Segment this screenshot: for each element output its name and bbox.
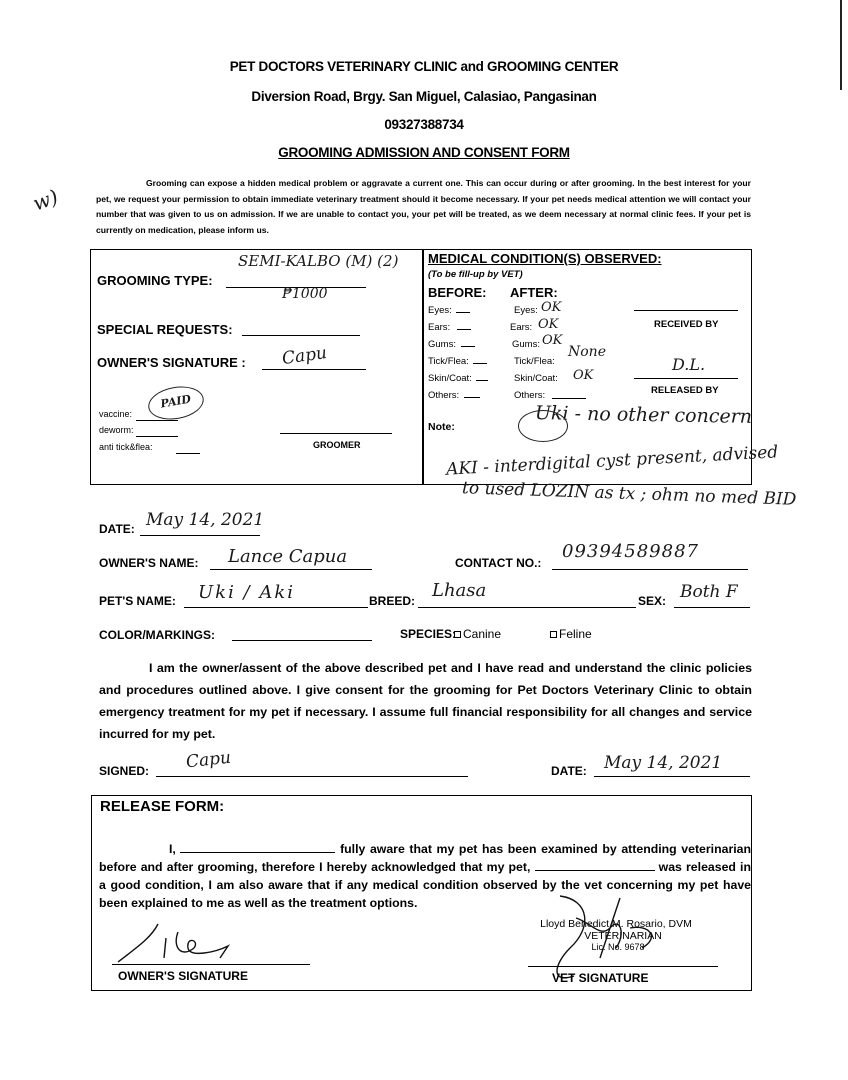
after-ears-label: Ears: [510, 322, 533, 333]
vet-stamp-name: Lloyd Benedict M. Rosario, DVM [540, 918, 692, 930]
vet-stamp-title: VETERINARIAN [584, 930, 662, 942]
before-tick-flea-label: Tick/Flea: [428, 356, 469, 367]
sex-value: Both F [680, 582, 738, 602]
anti-tick-label: anti tick&flea: [99, 442, 153, 452]
signed-label: SIGNED: [99, 764, 150, 778]
after-gums-label: Gums: [512, 339, 540, 350]
contact-field[interactable] [552, 569, 748, 570]
consent-date-value: May 14, 2021 [604, 753, 723, 773]
date-field[interactable] [140, 535, 260, 536]
sex-label: SEX: [638, 594, 667, 608]
after-label: AFTER: [510, 285, 558, 300]
note-line-3: to used LOZIN as tx ; ohm no med BID [461, 478, 797, 510]
before-others-field[interactable] [464, 390, 480, 398]
groomer-label: GROOMER [313, 440, 361, 450]
breed-field[interactable] [418, 607, 636, 608]
received-by-line [634, 310, 738, 311]
vaccine-field[interactable] [136, 420, 178, 421]
after-skin-coat-value: OK [573, 368, 594, 383]
grooming-type-label: GROOMING TYPE: [97, 273, 213, 288]
after-ears-value: OK [538, 317, 559, 332]
release-owner-signature-scribble [116, 918, 256, 964]
medical-condition-title: MEDICAL CONDITION(S) OBSERVED: [428, 251, 662, 266]
consent-date-field[interactable] [594, 776, 750, 777]
vaccine-label: vaccine: [99, 409, 133, 419]
release-owner-signature-label: OWNER'S SIGNATURE [118, 969, 248, 983]
before-skin-coat-field[interactable] [476, 373, 488, 381]
species-canine-option[interactable]: Canine [454, 627, 501, 641]
signed-value: Capu [185, 747, 232, 773]
release-owner-signature-line [112, 964, 310, 965]
release-form-title: RELEASE FORM: [100, 798, 225, 815]
note-label: Note: [428, 421, 455, 433]
before-tick-flea-field[interactable] [473, 356, 487, 364]
before-eyes-field[interactable] [456, 305, 470, 313]
contact-value: 09394589887 [562, 541, 699, 562]
consent-date-label: DATE: [551, 764, 587, 778]
anti-tick-field[interactable] [176, 453, 200, 454]
scan-edge-line [840, 0, 842, 90]
note-line-2: AKI - interdigital cyst present, advised [445, 442, 779, 480]
owner-signature-value: Capu [280, 342, 329, 370]
exam-row-skin-coat [428, 368, 628, 387]
color-field[interactable] [232, 640, 372, 641]
breed-label: BREED: [369, 594, 416, 608]
species-canine-checkbox[interactable] [454, 631, 461, 638]
vet-stamp-license: Lic. No. 9678 [591, 942, 645, 952]
clinic-phone: 09327388734 [384, 117, 464, 132]
intro-paragraph: Grooming can expose a hidden medical problem or aggravate a current one. This can occur during or after grooming. In the best interest for your pet, we request your permission to obtain immediate veterinary treatment should it become necessary. If your pet needs medical attention we will contact your number that was given to us on admission. If we are unable to contact you, your pet will be treated, as we deem necessary at normal clinic fees. If your pet is currently on medication, please inform us. [96, 178, 751, 235]
owner-signature-field[interactable] [262, 369, 366, 370]
exam-row-others [428, 390, 628, 404]
sex-field[interactable] [674, 607, 750, 608]
species-feline-checkbox[interactable] [550, 631, 557, 638]
release-pet-name-field[interactable] [535, 861, 655, 871]
released-by-label: RELEASED BY [651, 385, 719, 396]
after-others-field[interactable] [552, 390, 586, 399]
exam-row-eyes [428, 300, 628, 319]
form-title: GROOMING ADMISSION AND CONSENT FORM [278, 145, 570, 160]
owner-name-value: Lance Capua [228, 546, 348, 567]
after-tick-flea-label: Tick/Flea: [514, 356, 555, 367]
release-paragraph: I, fully aware that my pet has been examined by attending veterinarian before and after grooming, therefore I hereby acknowledged that my pet, was released in a good condition, I am also aware that if any medical condition observed by the vet concerning my pet have been explained to me as well as the treatment options. [99, 842, 751, 910]
clinic-name: PET DOCTORS VETERINARY CLINIC and GROOMING CENTER [229, 59, 619, 74]
deworm-label: deworm: [99, 425, 134, 435]
released-by-line [634, 378, 738, 379]
note-circle-mark [518, 410, 568, 442]
note-line-1: Uki - no other concern [534, 402, 753, 428]
before-ears-field[interactable] [457, 322, 471, 330]
date-value: May 14, 2021 [146, 510, 265, 530]
clinic-address: Diversion Road, Brgy. San Miguel, Calasiao, Pangasinan [251, 89, 597, 104]
after-others-label: Others: [514, 390, 546, 401]
margin-note: w) [29, 184, 62, 216]
pet-name-value: Uki / Aki [198, 582, 296, 603]
before-skin-coat-label: Skin/Coat: [428, 373, 472, 384]
vet-signature-scribble [530, 888, 680, 984]
before-gums-label: Gums: [428, 339, 456, 350]
signed-field[interactable] [156, 776, 468, 777]
after-tick-flea-value: None [568, 344, 606, 360]
date-label: DATE: [99, 522, 135, 536]
before-label: BEFORE: [428, 285, 487, 300]
owner-name-field[interactable] [210, 569, 372, 570]
contact-label: CONTACT NO.: [455, 556, 542, 570]
species-label: SPECIES: [400, 627, 457, 641]
grooming-price: ₱1000 [282, 286, 328, 302]
paid-stamp: PAID [146, 382, 207, 423]
breed-value: Lhasa [432, 580, 487, 601]
before-others-label: Others: [428, 390, 460, 401]
before-eyes-label: Eyes: [428, 305, 452, 316]
before-ears-label: Ears: [428, 322, 451, 333]
owner-signature-label: OWNER'S SIGNATURE : [97, 355, 246, 370]
grooming-type-value: SEMI-KALBO (M) (2) [238, 252, 399, 270]
vet-signature-label: VET SIGNATURE [552, 971, 649, 985]
color-label: COLOR/MARKINGS: [99, 628, 215, 642]
exam-row-ears [428, 317, 628, 336]
after-eyes-label: Eyes: [514, 305, 538, 316]
after-eyes-value: OK [541, 300, 562, 315]
vet-signature-line [528, 966, 718, 967]
pet-name-label: PET'S NAME: [99, 594, 176, 608]
species-feline-option[interactable]: Feline [550, 627, 592, 641]
special-requests-label: SPECIAL REQUESTS: [97, 322, 233, 337]
release-owner-name-field[interactable] [180, 843, 335, 853]
after-skin-coat-label: Skin/Coat: [514, 373, 558, 384]
consent-paragraph: I am the owner/assent of the above described pet and I have read and understand the clinic policies and procedures outlined above. I give consent for the grooming for Pet Doctors Veterinary Clinic to obtain emergency treatment for my pet if necessary. I assume full financial responsibility for all changes and service incurred for my pet. [99, 661, 752, 741]
groomer-signature-line [280, 433, 392, 434]
owner-name-label: OWNER'S NAME: [99, 556, 199, 570]
after-gums-value: OK [542, 333, 563, 348]
special-requests-field[interactable] [242, 335, 360, 336]
deworm-field[interactable] [136, 436, 178, 437]
pet-name-field[interactable] [184, 607, 368, 608]
released-by-value: D.L. [672, 355, 706, 374]
before-gums-field[interactable] [461, 339, 475, 347]
medical-condition-subtitle: (To be fill-up by VET) [428, 269, 523, 280]
box-divider [422, 249, 424, 485]
received-by-label: RECEIVED BY [654, 319, 719, 330]
